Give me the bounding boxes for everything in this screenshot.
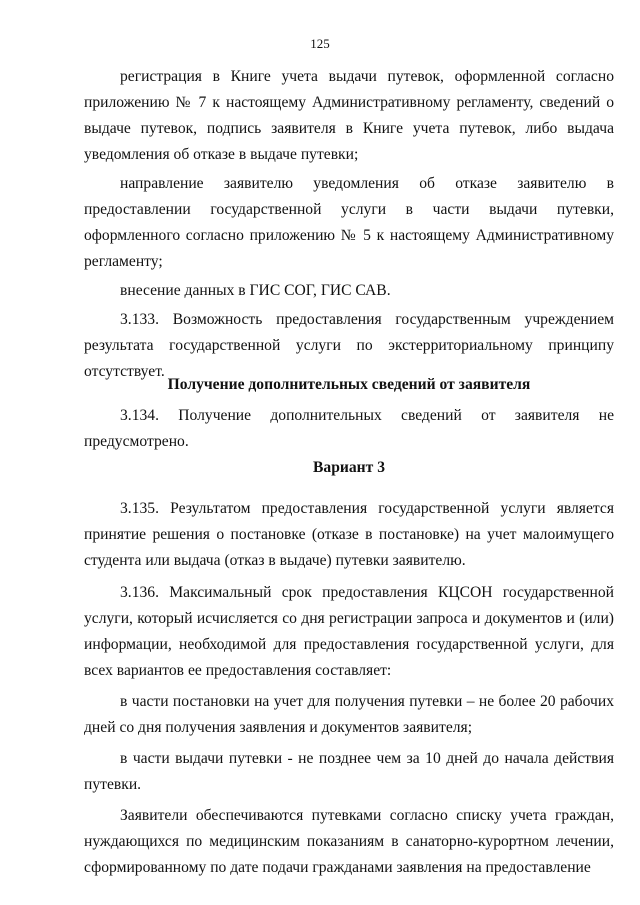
paragraph-issuance-term: в части выдачи путевки - не позднее чем за 10 дней до начала действия путевки. [84, 750, 614, 793]
paragraph-3-136: 3.136. Максимальный срок предоставления КЦСОН государственной услуги, который исчисляется со дня регистрации запроса и документов и (или) информации, необходимой для предоставления государственной услуги, для всех вариантов ее предоставления составляет: [84, 584, 614, 679]
text-block-134 [84, 403, 614, 455]
paragraph-3-135: 3.135. Результатом предоставления государственной услуги является принятие решения о постановке (отказе в постановке) на учет малоимущего студента или выдача (отказ в выдаче) путевки заявителю. [84, 500, 614, 569]
paragraph-3-134: 3.134. Получение дополнительных сведений от заявителя не предусмотрено. [84, 407, 614, 450]
paragraph-notification: направление заявителю уведомления об отказе заявителю в предоставлении государственной услуги в части выдачи путевки, оформленного согласно приложению № 5 к настоящему Административному регламенту; [84, 175, 614, 270]
paragraph-registration-term: в части постановки на учет для получения путевки – не более 20 рабочих дней со дня получения заявления и документов заявителя; [84, 693, 614, 736]
paragraph-gis-entry: внесение данных в ГИС СОГ, ГИС САВ. [120, 282, 391, 299]
section-heading-additional-info: Получение дополнительных сведений от заявителя [167, 376, 531, 393]
paragraph-applicants: Заявители обеспечиваются путевками согласно списку учета граждан, нуждающихся по медицинским показаниям в санаторно-курортном лечении, сформированному по дате подачи гражданами заявления на предоставление [84, 807, 614, 876]
section-heading-variant-3: Вариант 3 [313, 459, 385, 476]
page-number: 125 [310, 36, 330, 51]
paragraph-3-133: 3.133. Возможность предоставления государственным учреждением результата государственной услуги по экстерриториальному принципу отсутствует. [84, 311, 614, 380]
paragraph-registration: регистрация в Книге учета выдачи путевок, оформленной согласно приложению № 7 к настоящему Административному регламенту, сведений о выдаче путевок, подпись заявителя в Книге учета путевок, либо выдача уведомления об отказе в выдаче путевки; [84, 68, 614, 163]
text-block-bottom [84, 496, 614, 881]
text-block-top [84, 64, 614, 385]
